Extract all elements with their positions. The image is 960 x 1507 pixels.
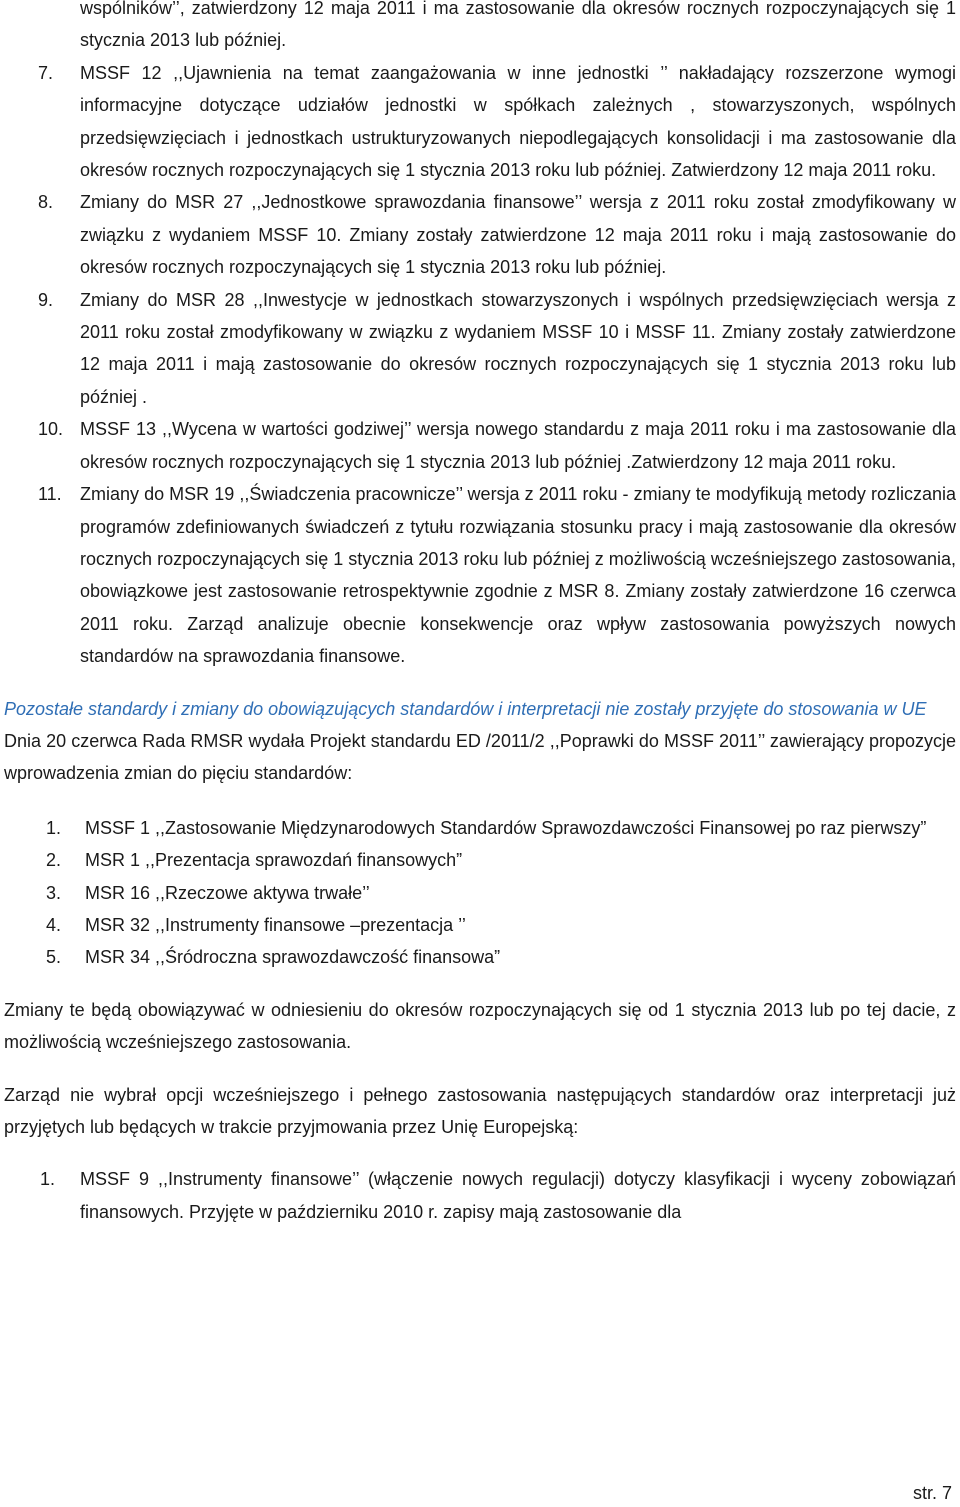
- list-item-text: MSR 1 ,,Prezentacja sprawozdań finansowych”: [85, 850, 463, 871]
- list-number: 7.: [38, 62, 54, 83]
- board-decision-paragraph: Zarząd nie wybrał opcji wcześniejszego i pełnego zastosowania następujących standardów oraz interpretacji już przyjętych lub będących w trakcie przyjmowania przez Unię Europejską:: [4, 1084, 956, 1137]
- section-heading: Pozostałe standardy i zmiany do obowiązujących standardów i interpretacji nie zostały przyjęte do stosowania w UE: [4, 698, 927, 719]
- list-item-text: MSSF 13 ,,Wycena w wartości godziwej’’ wersja nowego standardu z maja 2011 roku i ma zastosowanie dla okresów rocznych rozpoczynających się 1 stycznia 2013 lub później .Zatwierdzony 12 maja 2011 roku.: [80, 419, 956, 472]
- list-number: 4.: [46, 914, 62, 935]
- list-item: [0, 909, 960, 941]
- list-item-text: MSR 16 ,,Rzeczowe aktywa trwałe’’: [85, 882, 370, 903]
- list-number: 1.: [46, 817, 62, 838]
- standards-list-approved: [0, 57, 960, 673]
- list-item: [0, 812, 960, 844]
- list-item-7: [0, 57, 960, 187]
- list-item-text: MSSF 12 ,,Ujawnienia na temat zaangażowania w inne jednostki ’’ nakładający rozszerzone wymogi informacyjne dotyczące udziałów jednostki w spółkach zależnych , stowarzyszonych, wspólnych przedsięwzięciach i jednostkach ustrukturyzowanych niepodlegających konsolidacji i ma zastosowanie dla okresów rocznych rozpoczynających się 1 stycznia 2013 roku lub później. Zatwierdzony 12 maja 2011 roku.: [80, 62, 956, 181]
- list-number: 11.: [38, 484, 62, 505]
- page-number: str. 7: [912, 1483, 952, 1503]
- list-item: [0, 877, 960, 909]
- list-item-text: MSSF 1 ,,Zastosowanie Międzynarodowych Standardów Sprawozdawczości Finansowej po raz pierwszy”: [85, 817, 927, 838]
- list-item-10: [0, 413, 960, 478]
- list-item-11: [0, 478, 960, 672]
- list-item-text: MSR 34 ,,Śródroczna sprawozdawczość finansowa”: [85, 947, 501, 968]
- list-item-text: Zmiany do MSR 28 ,,Inwestycje w jednostkach stowarzyszonych i wspólnych przedsięwzięciach wersja z 2011 roku został zmodyfikowany w związku z wydaniem MSSF 10 i MSSF 11. Zmiany zostały zatwierdzone 12 maja 2011 i mają zastosowanie do okresów rocznych rozpoczynających się 1 stycznia 2013 roku lub później .: [80, 289, 956, 407]
- list-item: [0, 844, 960, 876]
- continued-paragraph: wspólników’’, zatwierdzony 12 maja 2011 i ma zastosowanie dla okresów rocznych rozpoczynających się 1 stycznia 2013 lub później.: [80, 0, 956, 51]
- proposed-amendments-list: [0, 812, 960, 974]
- list-item-8: [0, 186, 960, 283]
- list-number: 10.: [38, 419, 64, 440]
- list-item-text: MSSF 9 ,,Instrumenty finansowe’’ (włączenie nowych regulacji) dotyczy klasyfikacji i wyceny zobowiązań finansowych. Przyjęte w październiku 2010 r. zapisy mają zastosowanie dla: [80, 1169, 956, 1222]
- list-number: 1.: [40, 1169, 56, 1190]
- list-item-text: Zmiany do MSR 19 ,,Świadczenia pracownicze’’ wersja z 2011 roku - zmiany te modyfikują metody rozliczania programów zdefiniowanych świadczeń z tytułu rozwiązania stosunku pracy i mają zastosowanie dla okresów rocznych rozpoczynających się 1 stycznia 2013 roku lub później z możliwością wcześniejszego zastosowania, obowiązkowe jest zastosowanie retrospektywnie zgodnie z MSR 8. Zmiany zostały zatwierdzone 16 czerwca 2011 roku. Zarząd analizuje obecnie konsekwencje oraz wpływ zastosowania powyższych nowych standardów na sprawozdania finansowe.: [80, 484, 956, 667]
- not-adopted-standards-list: [0, 1163, 960, 1228]
- list-number: 2.: [46, 850, 62, 871]
- list-item: [0, 941, 960, 973]
- intro-paragraph: Dnia 20 czerwca Rada RMSR wydała Projekt standardu ED /2011/2 ,,Poprawki do MSSF 2011’’ zawierający propozycje wprowadzenia zmian do pięciu standardów:: [4, 730, 956, 784]
- list-number: 3.: [46, 882, 62, 903]
- list-item-text: Zmiany do MSR 27 ,,Jednostkowe sprawozdania finansowe’’ wersja z 2011 roku został zmodyfikowany w związku z wydaniem MSSF 10. Zmiany zostały zatwierdzone 12 maja 2011 roku i mają zastosowanie do okresów rocznych rozpoczynających się 1 stycznia 2013 roku lub później.: [80, 192, 956, 278]
- effective-date-paragraph: Zmiany te będą obowiązywać w odniesieniu do okresów rozpoczynających się od 1 stycznia 2013 lub po tej dacie, z możliwością wcześniejszego zastosowania.: [4, 999, 956, 1053]
- list-number: 9.: [38, 289, 54, 310]
- list-number: 8.: [38, 192, 54, 213]
- list-item: [0, 1163, 960, 1228]
- list-item-text: MSR 32 ,,Instrumenty finansowe –prezentacja ’’: [85, 914, 466, 935]
- list-number: 5.: [46, 947, 62, 968]
- list-item-9: [0, 284, 960, 414]
